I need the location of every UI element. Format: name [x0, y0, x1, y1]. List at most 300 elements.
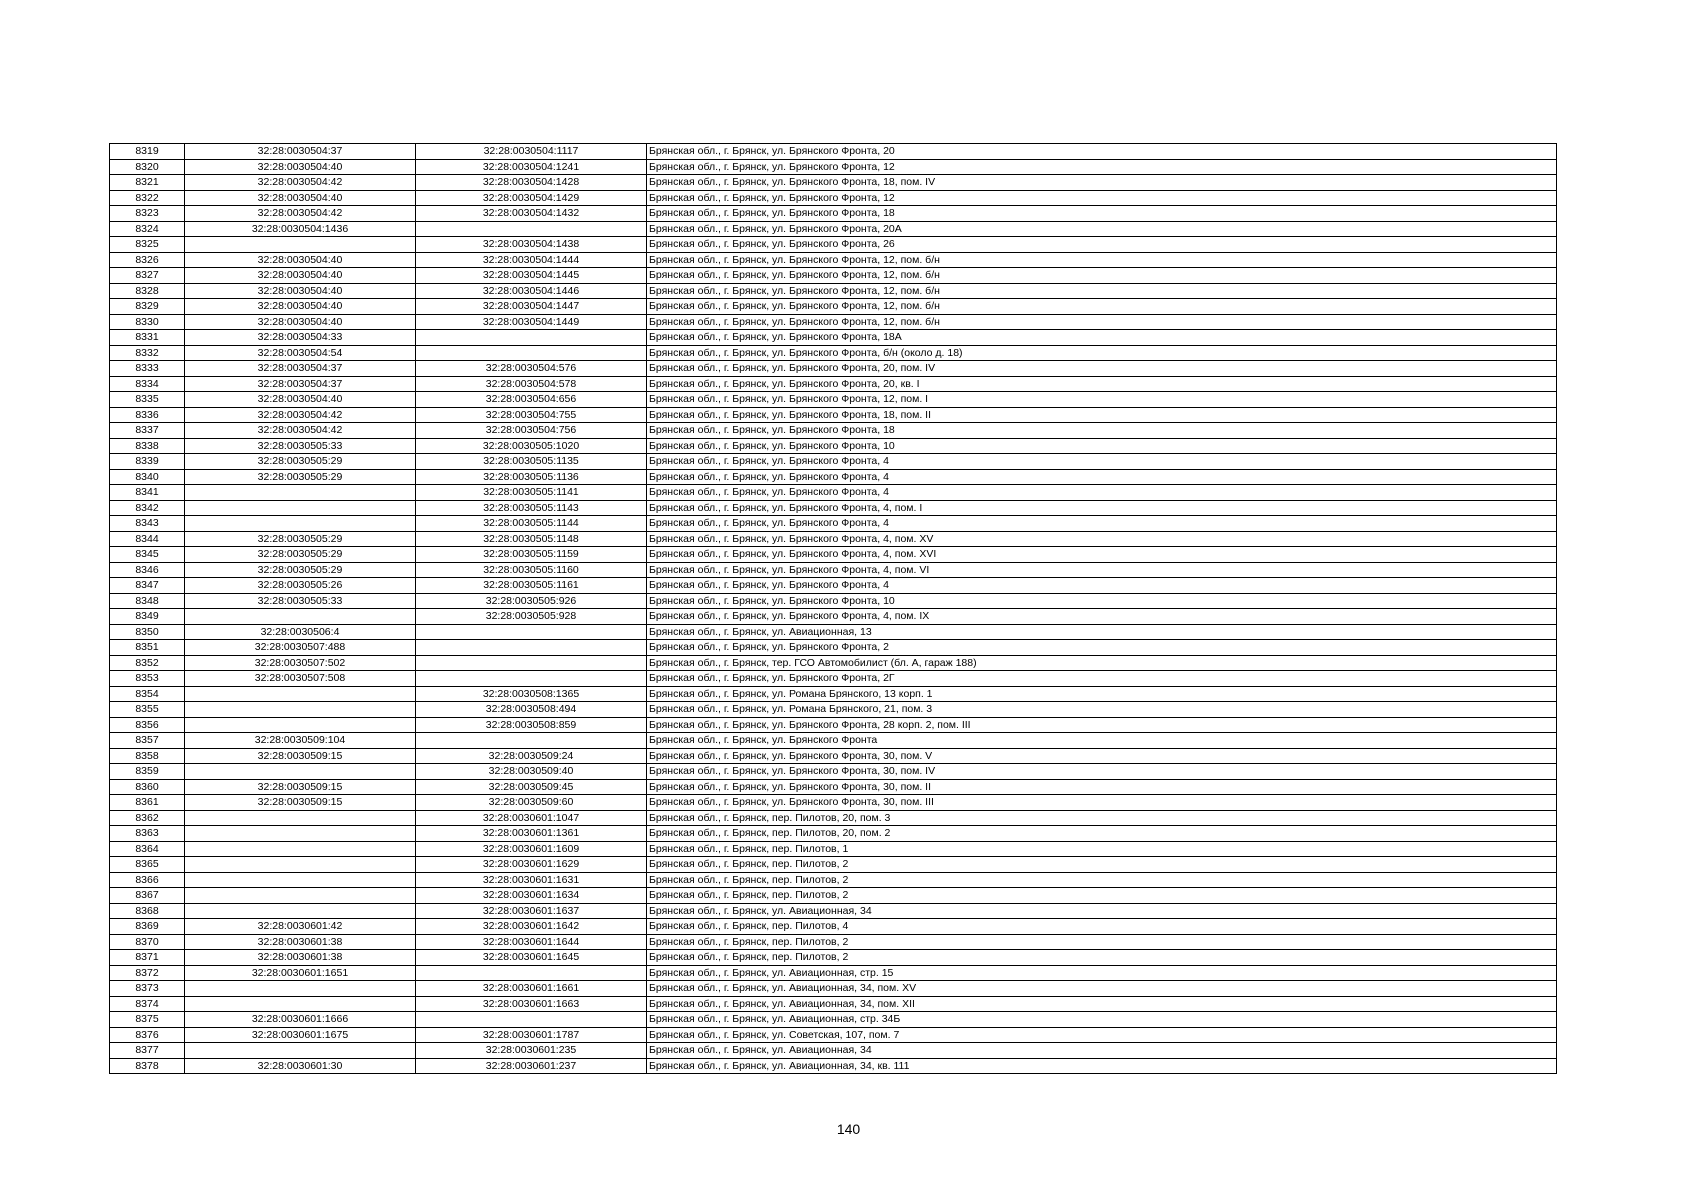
cadastral-number-cell: 32:28:0030601:1642: [416, 919, 647, 935]
cadastral-number-cell: 32:28:0030504:755: [416, 407, 647, 423]
table-row: [110, 299, 1557, 315]
cadastral-number-cell: 32:28:0030504:1428: [416, 175, 647, 191]
table-row: [110, 640, 1557, 656]
quarter-number-cell: 32:28:0030504:40: [185, 392, 416, 408]
table-row: [110, 795, 1557, 811]
quarter-number-cell: [185, 500, 416, 516]
table-row: [110, 221, 1557, 237]
row-number-cell: 8338: [110, 438, 185, 454]
row-number-cell: 8376: [110, 1027, 185, 1043]
cadastral-number-cell: 32:28:0030504:1446: [416, 283, 647, 299]
cadastral-number-cell: 32:28:0030504:1241: [416, 159, 647, 175]
quarter-number-cell: [185, 609, 416, 625]
row-number-cell: 8346: [110, 562, 185, 578]
address-cell: Брянская обл., г. Брянск, ул. Брянского Фронта, 4, пом. VI: [647, 562, 1557, 578]
row-number-cell: 8336: [110, 407, 185, 423]
quarter-number-cell: 32:28:0030504:40: [185, 299, 416, 315]
data-table: [109, 143, 1557, 1074]
cadastral-number-cell: 32:28:0030601:1787: [416, 1027, 647, 1043]
address-cell: Брянская обл., г. Брянск, ул. Брянского Фронта, 4, пом. XV: [647, 531, 1557, 547]
quarter-number-cell: [185, 841, 416, 857]
table-row: [110, 779, 1557, 795]
quarter-number-cell: 32:28:0030505:29: [185, 562, 416, 578]
address-cell: Брянская обл., г. Брянск, ул. Брянского Фронта, б/н (около д. 18): [647, 345, 1557, 361]
row-number-cell: 8371: [110, 950, 185, 966]
row-number-cell: 8324: [110, 221, 185, 237]
table-row: [110, 190, 1557, 206]
cadastral-number-cell: 32:28:0030601:237: [416, 1058, 647, 1074]
cadastral-number-cell: 32:28:0030504:1438: [416, 237, 647, 253]
row-number-cell: 8363: [110, 826, 185, 842]
address-cell: Брянская обл., г. Брянск, ул. Авиационная, 34, пом. XII: [647, 996, 1557, 1012]
table-row: [110, 1043, 1557, 1059]
table-row: [110, 578, 1557, 594]
cadastral-number-cell: 32:28:0030505:926: [416, 593, 647, 609]
row-number-cell: 8374: [110, 996, 185, 1012]
row-number-cell: 8349: [110, 609, 185, 625]
cadastral-number-cell: 32:28:0030505:928: [416, 609, 647, 625]
table-row: [110, 671, 1557, 687]
table-row: [110, 407, 1557, 423]
quarter-number-cell: [185, 872, 416, 888]
address-cell: Брянская обл., г. Брянск, ул. Брянского Фронта, 2Г: [647, 671, 1557, 687]
table-row: [110, 268, 1557, 284]
address-cell: Брянская обл., г. Брянск, ул. Авиационная, 34: [647, 903, 1557, 919]
row-number-cell: 8365: [110, 857, 185, 873]
table-row: [110, 500, 1557, 516]
table-row: [110, 423, 1557, 439]
row-number-cell: 8353: [110, 671, 185, 687]
table-row: [110, 206, 1557, 222]
cadastral-number-cell: 32:28:0030504:1444: [416, 252, 647, 268]
row-number-cell: 8378: [110, 1058, 185, 1074]
table-row: [110, 872, 1557, 888]
quarter-number-cell: 32:28:0030601:42: [185, 919, 416, 935]
cadastral-number-cell: 32:28:0030505:1020: [416, 438, 647, 454]
address-cell: Брянская обл., г. Брянск, ул. Брянского Фронта, 20: [647, 144, 1557, 160]
address-cell: Брянская обл., г. Брянск, пер. Пилотов, 1: [647, 841, 1557, 857]
quarter-number-cell: 32:28:0030601:1666: [185, 1012, 416, 1028]
quarter-number-cell: [185, 981, 416, 997]
quarter-number-cell: [185, 702, 416, 718]
quarter-number-cell: [185, 516, 416, 532]
quarter-number-cell: 32:28:0030504:40: [185, 252, 416, 268]
address-cell: Брянская обл., г. Брянск, ул. Брянского Фронта, 2: [647, 640, 1557, 656]
row-number-cell: 8337: [110, 423, 185, 439]
cadastral-number-cell: [416, 640, 647, 656]
table-row: [110, 345, 1557, 361]
row-number-cell: 8373: [110, 981, 185, 997]
address-cell: Брянская обл., г. Брянск, ул. Брянского Фронта, 18А: [647, 330, 1557, 346]
address-cell: Брянская обл., г. Брянск, ул. Авиационная, стр. 15: [647, 965, 1557, 981]
row-number-cell: 8331: [110, 330, 185, 346]
quarter-number-cell: 32:28:0030505:29: [185, 547, 416, 563]
address-cell: Брянская обл., г. Брянск, ул. Брянского Фронта, 4: [647, 485, 1557, 501]
cadastral-number-cell: 32:28:0030505:1148: [416, 531, 647, 547]
table-row: [110, 454, 1557, 470]
row-number-cell: 8352: [110, 655, 185, 671]
address-cell: Брянская обл., г. Брянск, ул. Советская, 107, пом. 7: [647, 1027, 1557, 1043]
address-cell: Брянская обл., г. Брянск, ул. Брянского Фронта, 12: [647, 159, 1557, 175]
address-cell: Брянская обл., г. Брянск, ул. Брянского Фронта, 10: [647, 593, 1557, 609]
row-number-cell: 8339: [110, 454, 185, 470]
address-cell: Брянская обл., г. Брянск, ул. Брянского Фронта, 10: [647, 438, 1557, 454]
cadastral-number-cell: 32:28:0030601:1663: [416, 996, 647, 1012]
cadastral-number-cell: [416, 655, 647, 671]
cadastral-number-cell: 32:28:0030504:656: [416, 392, 647, 408]
cadastral-number-cell: 32:28:0030504:1445: [416, 268, 647, 284]
table-row: [110, 826, 1557, 842]
address-cell: Брянская обл., г. Брянск, пер. Пилотов, 2: [647, 872, 1557, 888]
cadastral-number-cell: 32:28:0030601:1629: [416, 857, 647, 873]
quarter-number-cell: [185, 485, 416, 501]
address-cell: Брянская обл., г. Брянск, пер. Пилотов, 20, пом. 3: [647, 810, 1557, 826]
quarter-number-cell: 32:28:0030504:37: [185, 361, 416, 377]
quarter-number-cell: [185, 237, 416, 253]
table-row: [110, 438, 1557, 454]
quarter-number-cell: 32:28:0030504:40: [185, 314, 416, 330]
address-cell: Брянская обл., г. Брянск, ул. Брянского Фронта, 30, пом. IV: [647, 764, 1557, 780]
cadastral-number-cell: 32:28:0030504:578: [416, 376, 647, 392]
quarter-number-cell: 32:28:0030504:33: [185, 330, 416, 346]
quarter-number-cell: 32:28:0030506:4: [185, 624, 416, 640]
table-row: [110, 1027, 1557, 1043]
table-row: [110, 717, 1557, 733]
address-cell: Брянская обл., г. Брянск, ул. Брянского Фронта, 12, пом. б/н: [647, 283, 1557, 299]
address-cell: Брянская обл., г. Брянск, ул. Брянского Фронта, 12, пом. I: [647, 392, 1557, 408]
address-cell: Брянская обл., г. Брянск, пер. Пилотов, 2: [647, 888, 1557, 904]
row-number-cell: 8334: [110, 376, 185, 392]
table-row: [110, 996, 1557, 1012]
address-cell: Брянская обл., г. Брянск, ул. Авиационная, 34, кв. 111: [647, 1058, 1557, 1074]
quarter-number-cell: [185, 810, 416, 826]
row-number-cell: 8342: [110, 500, 185, 516]
table-row: [110, 1058, 1557, 1074]
row-number-cell: 8367: [110, 888, 185, 904]
table-row: [110, 810, 1557, 826]
row-number-cell: 8350: [110, 624, 185, 640]
row-number-cell: 8320: [110, 159, 185, 175]
cadastral-number-cell: 32:28:0030504:1432: [416, 206, 647, 222]
address-cell: Брянская обл., г. Брянск, ул. Брянского Фронта: [647, 733, 1557, 749]
quarter-number-cell: 32:28:0030505:29: [185, 531, 416, 547]
quarter-number-cell: 32:28:0030505:29: [185, 469, 416, 485]
table-row: [110, 562, 1557, 578]
quarter-number-cell: 32:28:0030504:42: [185, 407, 416, 423]
row-number-cell: 8319: [110, 144, 185, 160]
table-row: [110, 981, 1557, 997]
table-row: [110, 469, 1557, 485]
row-number-cell: 8344: [110, 531, 185, 547]
row-number-cell: 8326: [110, 252, 185, 268]
address-cell: Брянская обл., г. Брянск, пер. Пилотов, 2: [647, 857, 1557, 873]
row-number-cell: 8368: [110, 903, 185, 919]
quarter-number-cell: 32:28:0030504:37: [185, 144, 416, 160]
row-number-cell: 8369: [110, 919, 185, 935]
address-cell: Брянская обл., г. Брянск, ул. Брянского Фронта, 18: [647, 206, 1557, 222]
quarter-number-cell: [185, 903, 416, 919]
address-cell: Брянская обл., г. Брянск, ул. Брянского Фронта, 30, пом. V: [647, 748, 1557, 764]
quarter-number-cell: [185, 686, 416, 702]
table-row: [110, 965, 1557, 981]
row-number-cell: 8370: [110, 934, 185, 950]
cadastral-number-cell: 32:28:0030504:1117: [416, 144, 647, 160]
address-cell: Брянская обл., г. Брянск, ул. Брянского Фронта, 30, пом. III: [647, 795, 1557, 811]
cadastral-number-cell: 32:28:0030601:1644: [416, 934, 647, 950]
address-cell: Брянская обл., г. Брянск, ул. Брянского Фронта, 18: [647, 423, 1557, 439]
address-cell: Брянская обл., г. Брянск, тер. ГСО Автомобилист (бл. А, гараж 188): [647, 655, 1557, 671]
table-row: [110, 392, 1557, 408]
quarter-number-cell: 32:28:0030509:15: [185, 795, 416, 811]
quarter-number-cell: 32:28:0030509:15: [185, 779, 416, 795]
address-cell: Брянская обл., г. Брянск, ул. Брянского Фронта, 30, пом. II: [647, 779, 1557, 795]
address-cell: Брянская обл., г. Брянск, ул. Брянского Фронта, 12, пом. б/н: [647, 268, 1557, 284]
quarter-number-cell: 32:28:0030601:38: [185, 934, 416, 950]
table-row: [110, 330, 1557, 346]
address-cell: Брянская обл., г. Брянск, ул. Брянского Фронта, 20, кв. I: [647, 376, 1557, 392]
row-number-cell: 8330: [110, 314, 185, 330]
table-row: [110, 888, 1557, 904]
quarter-number-cell: 32:28:0030504:37: [185, 376, 416, 392]
row-number-cell: 8355: [110, 702, 185, 718]
quarter-number-cell: 32:28:0030504:42: [185, 175, 416, 191]
address-cell: Брянская обл., г. Брянск, ул. Авиационная, 34: [647, 1043, 1557, 1059]
table-row: [110, 485, 1557, 501]
table-row: [110, 516, 1557, 532]
row-number-cell: 8325: [110, 237, 185, 253]
page-number: 140: [836, 1121, 861, 1137]
address-cell: Брянская обл., г. Брянск, ул. Брянского Фронта, 20, пом. IV: [647, 361, 1557, 377]
table-row: [110, 950, 1557, 966]
table-row: [110, 283, 1557, 299]
address-cell: Брянская обл., г. Брянск, ул. Брянского Фронта, 4: [647, 578, 1557, 594]
address-cell: Брянская обл., г. Брянск, пер. Пилотов, 2: [647, 950, 1557, 966]
cadastral-number-cell: 32:28:0030508:859: [416, 717, 647, 733]
cadastral-number-cell: 32:28:0030505:1161: [416, 578, 647, 594]
row-number-cell: 8362: [110, 810, 185, 826]
quarter-number-cell: 32:28:0030601:1651: [185, 965, 416, 981]
row-number-cell: 8358: [110, 748, 185, 764]
table-row: [110, 237, 1557, 253]
cadastral-number-cell: 32:28:0030508:494: [416, 702, 647, 718]
row-number-cell: 8361: [110, 795, 185, 811]
cadastral-number-cell: 32:28:0030508:1365: [416, 686, 647, 702]
row-number-cell: 8377: [110, 1043, 185, 1059]
cadastral-number-cell: 32:28:0030601:1661: [416, 981, 647, 997]
cadastral-number-cell: 32:28:0030504:576: [416, 361, 647, 377]
cadastral-number-cell: [416, 671, 647, 687]
address-cell: Брянская обл., г. Брянск, ул. Брянского Фронта, 4, пом. XVI: [647, 547, 1557, 563]
quarter-number-cell: 32:28:0030504:40: [185, 268, 416, 284]
cadastral-number-cell: 32:28:0030601:235: [416, 1043, 647, 1059]
address-cell: Брянская обл., г. Брянск, ул. Брянского Фронта, 4, пом. IX: [647, 609, 1557, 625]
quarter-number-cell: 32:28:0030504:42: [185, 423, 416, 439]
quarter-number-cell: 32:28:0030504:1436: [185, 221, 416, 237]
address-cell: Брянская обл., г. Брянск, пер. Пилотов, 20, пом. 2: [647, 826, 1557, 842]
quarter-number-cell: 32:28:0030601:38: [185, 950, 416, 966]
cadastral-number-cell: [416, 221, 647, 237]
table-row: [110, 624, 1557, 640]
cadastral-number-cell: 32:28:0030504:1429: [416, 190, 647, 206]
cadastral-number-cell: [416, 330, 647, 346]
cadastral-number-cell: 32:28:0030601:1361: [416, 826, 647, 842]
quarter-number-cell: 32:28:0030601:1675: [185, 1027, 416, 1043]
row-number-cell: 8354: [110, 686, 185, 702]
quarter-number-cell: [185, 764, 416, 780]
address-cell: Брянская обл., г. Брянск, ул. Романа Брянского, 13 корп. 1: [647, 686, 1557, 702]
row-number-cell: 8348: [110, 593, 185, 609]
row-number-cell: 8347: [110, 578, 185, 594]
row-number-cell: 8321: [110, 175, 185, 191]
quarter-number-cell: 32:28:0030505:33: [185, 593, 416, 609]
address-cell: Брянская обл., г. Брянск, пер. Пилотов, 2: [647, 934, 1557, 950]
row-number-cell: 8345: [110, 547, 185, 563]
table-row: [110, 748, 1557, 764]
row-number-cell: 8333: [110, 361, 185, 377]
row-number-cell: 8351: [110, 640, 185, 656]
table-row: [110, 376, 1557, 392]
quarter-number-cell: 32:28:0030507:502: [185, 655, 416, 671]
table-row: [110, 1012, 1557, 1028]
address-cell: Брянская обл., г. Брянск, ул. Брянского Фронта, 12: [647, 190, 1557, 206]
cadastral-number-cell: 32:28:0030505:1160: [416, 562, 647, 578]
quarter-number-cell: 32:28:0030504:40: [185, 190, 416, 206]
quarter-number-cell: 32:28:0030504:40: [185, 159, 416, 175]
address-cell: Брянская обл., г. Брянск, ул. Брянского Фронта, 20А: [647, 221, 1557, 237]
address-cell: Брянская обл., г. Брянск, ул. Брянского Фронта, 12, пом. б/н: [647, 314, 1557, 330]
cadastral-number-cell: 32:28:0030601:1637: [416, 903, 647, 919]
address-cell: Брянская обл., г. Брянск, ул. Авиационная, 13: [647, 624, 1557, 640]
cadastral-number-cell: 32:28:0030509:40: [416, 764, 647, 780]
cadastral-number-cell: 32:28:0030601:1631: [416, 872, 647, 888]
cadastral-number-cell: 32:28:0030504:756: [416, 423, 647, 439]
cadastral-number-cell: 32:28:0030601:1645: [416, 950, 647, 966]
row-number-cell: 8375: [110, 1012, 185, 1028]
table-row: [110, 903, 1557, 919]
cadastral-number-cell: 32:28:0030505:1159: [416, 547, 647, 563]
address-cell: Брянская обл., г. Брянск, ул. Брянского Фронта, 18, пом. IV: [647, 175, 1557, 191]
quarter-number-cell: 32:28:0030509:104: [185, 733, 416, 749]
cadastral-number-cell: 32:28:0030504:1447: [416, 299, 647, 315]
row-number-cell: 8323: [110, 206, 185, 222]
cadastral-number-cell: 32:28:0030509:60: [416, 795, 647, 811]
table-row: [110, 934, 1557, 950]
table-row: [110, 314, 1557, 330]
row-number-cell: 8322: [110, 190, 185, 206]
table-row: [110, 919, 1557, 935]
row-number-cell: 8357: [110, 733, 185, 749]
quarter-number-cell: 32:28:0030504:54: [185, 345, 416, 361]
table-row: [110, 857, 1557, 873]
row-number-cell: 8340: [110, 469, 185, 485]
address-cell: Брянская обл., г. Брянск, ул. Брянского Фронта, 4, пом. I: [647, 500, 1557, 516]
quarter-number-cell: 32:28:0030601:30: [185, 1058, 416, 1074]
cadastral-number-cell: 32:28:0030504:1449: [416, 314, 647, 330]
table-row: [110, 686, 1557, 702]
cadastral-number-cell: 32:28:0030505:1143: [416, 500, 647, 516]
table-row: [110, 531, 1557, 547]
cadastral-number-cell: 32:28:0030601:1609: [416, 841, 647, 857]
address-cell: Брянская обл., г. Брянск, ул. Брянского Фронта, 4: [647, 516, 1557, 532]
address-cell: Брянская обл., г. Брянск, ул. Брянского Фронта, 4: [647, 469, 1557, 485]
quarter-number-cell: 32:28:0030505:33: [185, 438, 416, 454]
address-cell: Брянская обл., г. Брянск, ул. Брянского Фронта, 28 корп. 2, пом. III: [647, 717, 1557, 733]
address-cell: Брянская обл., г. Брянск, ул. Брянского Фронта, 18, пом. II: [647, 407, 1557, 423]
row-number-cell: 8356: [110, 717, 185, 733]
table-row: [110, 144, 1557, 160]
cadastral-number-cell: [416, 624, 647, 640]
row-number-cell: 8332: [110, 345, 185, 361]
quarter-number-cell: [185, 1043, 416, 1059]
address-cell: Брянская обл., г. Брянск, ул. Романа Брянского, 21, пом. 3: [647, 702, 1557, 718]
row-number-cell: 8372: [110, 965, 185, 981]
cadastral-number-cell: 32:28:0030505:1135: [416, 454, 647, 470]
row-number-cell: 8327: [110, 268, 185, 284]
row-number-cell: 8364: [110, 841, 185, 857]
table-row: [110, 593, 1557, 609]
row-number-cell: 8329: [110, 299, 185, 315]
table-row: [110, 159, 1557, 175]
cadastral-number-cell: [416, 733, 647, 749]
quarter-number-cell: 32:28:0030507:488: [185, 640, 416, 656]
row-number-cell: 8341: [110, 485, 185, 501]
cadastral-number-cell: 32:28:0030505:1144: [416, 516, 647, 532]
quarter-number-cell: 32:28:0030505:26: [185, 578, 416, 594]
row-number-cell: 8359: [110, 764, 185, 780]
cadastral-number-cell: [416, 345, 647, 361]
address-cell: Брянская обл., г. Брянск, пер. Пилотов, 4: [647, 919, 1557, 935]
table-row: [110, 702, 1557, 718]
cadastral-number-cell: 32:28:0030505:1141: [416, 485, 647, 501]
table-row: [110, 361, 1557, 377]
row-number-cell: 8328: [110, 283, 185, 299]
quarter-number-cell: 32:28:0030507:508: [185, 671, 416, 687]
quarter-number-cell: [185, 826, 416, 842]
cadastral-number-cell: 32:28:0030601:1634: [416, 888, 647, 904]
cadastral-number-cell: 32:28:0030601:1047: [416, 810, 647, 826]
table-row: [110, 609, 1557, 625]
quarter-number-cell: 32:28:0030505:29: [185, 454, 416, 470]
quarter-number-cell: 32:28:0030504:42: [185, 206, 416, 222]
quarter-number-cell: [185, 996, 416, 1012]
table-row: [110, 175, 1557, 191]
row-number-cell: 8360: [110, 779, 185, 795]
address-cell: Брянская обл., г. Брянск, ул. Брянского Фронта, 4: [647, 454, 1557, 470]
quarter-number-cell: 32:28:0030504:40: [185, 283, 416, 299]
table-row: [110, 733, 1557, 749]
cadastral-number-cell: 32:28:0030505:1136: [416, 469, 647, 485]
row-number-cell: 8343: [110, 516, 185, 532]
address-cell: Брянская обл., г. Брянск, ул. Авиационная, стр. 34Б: [647, 1012, 1557, 1028]
table-row: [110, 547, 1557, 563]
table-body: [110, 144, 1557, 1074]
cadastral-number-cell: [416, 1012, 647, 1028]
table-row: [110, 655, 1557, 671]
quarter-number-cell: [185, 717, 416, 733]
address-cell: Брянская обл., г. Брянск, ул. Брянского Фронта, 12, пом. б/н: [647, 252, 1557, 268]
quarter-number-cell: [185, 888, 416, 904]
cadastral-number-cell: 32:28:0030509:45: [416, 779, 647, 795]
row-number-cell: 8366: [110, 872, 185, 888]
address-cell: Брянская обл., г. Брянск, ул. Брянского Фронта, 12, пом. б/н: [647, 299, 1557, 315]
address-cell: Брянская обл., г. Брянск, ул. Авиационная, 34, пом. XV: [647, 981, 1557, 997]
quarter-number-cell: 32:28:0030509:15: [185, 748, 416, 764]
table-row: [110, 841, 1557, 857]
quarter-number-cell: [185, 857, 416, 873]
row-number-cell: 8335: [110, 392, 185, 408]
table-row: [110, 252, 1557, 268]
cadastral-number-cell: [416, 965, 647, 981]
